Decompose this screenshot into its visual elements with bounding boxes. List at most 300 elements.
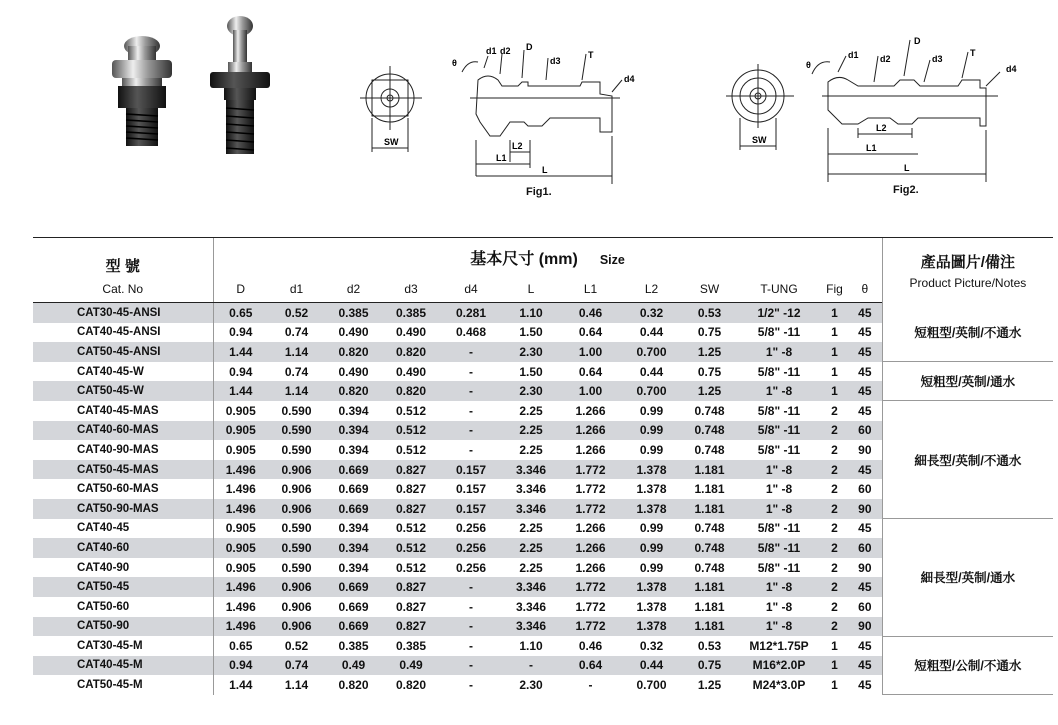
value-cell: 0.827	[382, 617, 440, 637]
value-cell: 0.52	[284, 638, 309, 653]
fig2-L2-label: L2	[876, 123, 887, 133]
model-cell: CAT40-60-MAS	[33, 421, 213, 441]
spec-table	[33, 237, 1053, 695]
value-cell: 45	[848, 342, 882, 362]
value-cell: 5/8" -11	[757, 442, 801, 457]
value-cell: -	[440, 617, 502, 637]
value-cell: 1.378	[621, 617, 682, 637]
value-cell: 0.490	[395, 325, 427, 340]
value-cell: -	[469, 599, 473, 614]
value-cell: 1" -8	[765, 482, 793, 497]
fig1-T-label: T	[588, 50, 594, 60]
value-cell: 0.394	[325, 421, 382, 441]
column-header: L2	[621, 276, 682, 303]
value-cell: 0.99	[621, 421, 682, 441]
group-note: 細長型/英制/通水	[882, 519, 1053, 637]
value-cell: 0.99	[639, 521, 664, 536]
value-cell: 1.378	[621, 460, 682, 480]
fig2-D-label: D	[914, 36, 921, 46]
value-cell: 0.157	[440, 460, 502, 480]
model-cell: CAT40-45	[77, 522, 130, 535]
value-cell: 5/8" -11	[757, 521, 801, 536]
column-header: D	[213, 276, 268, 303]
value-cell: 0.49	[325, 656, 382, 676]
value-cell: 0.827	[395, 599, 427, 614]
value-cell: 2	[821, 421, 848, 441]
value-cell: 2.25	[502, 538, 560, 558]
model-cell: CAT40-90-MAS	[77, 443, 159, 456]
value-cell: 0.256	[440, 538, 502, 558]
size-title	[213, 238, 882, 277]
value-cell: 0.820	[325, 381, 382, 401]
value-cell: 0.590	[281, 560, 312, 575]
value-cell: M12*1.75P	[749, 638, 809, 653]
value-cell: 0.748	[694, 442, 725, 457]
value-cell: 2.25	[519, 521, 543, 536]
value-cell: 0.590	[281, 403, 312, 418]
value-cell: 1" -8	[737, 499, 821, 519]
value-cell: 0.74	[284, 325, 309, 340]
model-cell: CAT50-90	[33, 617, 213, 637]
value-cell: 5/8" -11	[757, 403, 801, 418]
value-cell: 1	[831, 364, 838, 379]
value-cell: 0.906	[268, 499, 325, 519]
value-cell: 1.25	[682, 381, 737, 401]
value-cell: 0.385	[382, 303, 440, 323]
value-cell: 1.378	[621, 499, 682, 519]
value-cell: 60	[858, 599, 872, 614]
value-cell: 1.772	[560, 617, 621, 637]
value-cell: 0.385	[338, 638, 369, 653]
value-cell: 0.820	[338, 678, 369, 693]
value-cell: 1.378	[636, 599, 667, 614]
value-cell: 0.468	[455, 325, 487, 340]
value-cell: 45	[848, 577, 882, 597]
value-cell: 0.385	[325, 303, 382, 323]
value-cell: 0.748	[682, 538, 737, 558]
value-cell: 0.64	[560, 656, 621, 676]
value-cell: 1.25	[682, 342, 737, 362]
value-cell: 1.266	[575, 403, 606, 418]
value-cell: 2	[831, 482, 838, 497]
value-cell: 0.394	[338, 442, 369, 457]
value-cell: 0.669	[325, 499, 382, 519]
fig2-d3-label: d3	[932, 54, 943, 64]
value-cell: 60	[848, 421, 882, 441]
value-cell: 1.181	[682, 577, 737, 597]
value-cell: 0.99	[639, 403, 664, 418]
value-cell: 0.490	[338, 325, 369, 340]
model-cell: CAT50-45-W	[33, 381, 213, 401]
value-cell: 2	[831, 560, 838, 575]
table-row	[33, 636, 1053, 656]
value-cell: 1.181	[682, 617, 737, 637]
value-cell: 1.50	[519, 325, 543, 340]
value-cell: 0.905	[213, 421, 268, 441]
pull-stud-photos	[100, 10, 280, 160]
column-header: SW	[682, 276, 737, 303]
value-cell: 5/8" -11	[757, 560, 801, 575]
value-cell: 2	[831, 599, 838, 614]
value-cell: 1" -8	[737, 381, 821, 401]
value-cell: 1.496	[213, 460, 268, 480]
value-cell: 2.30	[502, 381, 560, 401]
value-cell: 0.64	[578, 325, 603, 340]
value-cell: 90	[848, 617, 882, 637]
fig2-drawing	[718, 32, 1048, 192]
value-cell: 0.827	[382, 460, 440, 480]
group-note: 短粗型/英制/不通水	[882, 303, 1053, 362]
value-cell: 0.905	[213, 558, 268, 578]
value-cell: 0.64	[578, 364, 603, 379]
column-header: θ	[848, 276, 882, 303]
model-cell: CAT40-60	[33, 538, 213, 558]
value-cell: 1" -8	[737, 342, 821, 362]
column-header: T-UNG	[737, 276, 821, 303]
group-note: 短粗型/英制/通水	[882, 362, 1053, 401]
value-cell: 90	[858, 560, 872, 575]
value-cell: 0.74	[268, 656, 325, 676]
value-cell: 1.378	[636, 482, 667, 497]
model-cell: CAT50-60-MAS	[77, 483, 159, 496]
value-cell: 90	[848, 499, 882, 519]
value-cell: 1	[821, 342, 848, 362]
table-row	[33, 401, 1053, 421]
value-cell: 2	[821, 617, 848, 637]
value-cell: 0.75	[682, 656, 737, 676]
fig2-L1-label: L1	[866, 143, 877, 153]
value-cell: 1" -8	[737, 460, 821, 480]
fig1-d4-label: d4	[624, 74, 635, 84]
value-cell: -	[469, 403, 473, 418]
value-cell: 45	[858, 403, 872, 418]
value-cell: 0.52	[268, 303, 325, 323]
value-cell: 3.346	[515, 599, 547, 614]
value-cell: 0.53	[697, 638, 722, 653]
value-cell: -	[502, 656, 560, 676]
model-header-en: Cat. No	[33, 276, 213, 303]
value-cell: 45	[848, 381, 882, 401]
fig1-caption: Fig1.	[526, 186, 552, 198]
product-figures-area	[0, 0, 1058, 232]
value-cell: 60	[848, 538, 882, 558]
value-cell: 0.590	[268, 421, 325, 441]
model-cell: CAT40-90	[77, 561, 130, 574]
value-cell: 0.827	[382, 577, 440, 597]
value-cell: 0.700	[621, 342, 682, 362]
notes-header-en: Product Picture/Notes	[909, 275, 1027, 290]
fig2-caption: Fig2.	[893, 184, 919, 196]
value-cell: 0.65	[213, 636, 268, 656]
fig2-d1-label: d1	[848, 50, 859, 60]
value-cell: 1.266	[560, 421, 621, 441]
value-cell: 0.99	[639, 560, 664, 575]
value-cell: 1.266	[560, 538, 621, 558]
value-cell: 0.157	[440, 499, 502, 519]
value-cell: 0.512	[395, 521, 427, 536]
value-cell: 0.394	[338, 403, 369, 418]
value-cell: 1/2" -12	[737, 303, 821, 323]
value-cell: 0.827	[382, 499, 440, 519]
model-cell: CAT50-90-MAS	[33, 499, 213, 519]
value-cell: 3.346	[502, 499, 560, 519]
value-cell: 0.669	[325, 577, 382, 597]
value-cell: 0.44	[639, 325, 664, 340]
value-cell: 0.906	[281, 482, 312, 497]
value-cell: 0.590	[281, 442, 312, 457]
value-cell: 2	[821, 577, 848, 597]
value-cell: 1.266	[575, 521, 606, 536]
fig2-T-label: T	[970, 48, 976, 58]
value-cell: 0.385	[395, 638, 427, 653]
fig1-L2-label: L2	[512, 141, 523, 151]
value-cell: -	[469, 364, 473, 379]
model-cell: CAT50-45-MAS	[33, 460, 213, 480]
value-cell: M16*2.0P	[737, 656, 821, 676]
fig1-drawing	[350, 36, 650, 196]
value-cell: 1.772	[560, 460, 621, 480]
value-cell: 2	[831, 521, 838, 536]
value-cell: -	[440, 421, 502, 441]
value-cell: 1	[831, 325, 838, 340]
value-cell: 1.496	[213, 577, 268, 597]
value-cell: 1	[831, 638, 838, 653]
value-cell: 0.906	[268, 577, 325, 597]
value-cell: 1.266	[575, 560, 606, 575]
value-cell: 0.75	[697, 364, 722, 379]
model-cell: CAT40-45-MAS	[77, 404, 159, 417]
value-cell: 45	[858, 364, 872, 379]
value-cell: 1.00	[560, 381, 621, 401]
value-cell: 1.25	[697, 678, 722, 693]
value-cell: 0.820	[382, 381, 440, 401]
value-cell: 1" -8	[737, 617, 821, 637]
value-cell: 90	[858, 442, 872, 457]
table-row	[33, 362, 1053, 382]
value-cell: 3.346	[515, 482, 547, 497]
value-cell: 0.99	[621, 538, 682, 558]
value-cell: 1.44	[213, 675, 268, 695]
value-cell: 0.157	[455, 482, 487, 497]
value-cell: 2.30	[519, 678, 543, 693]
column-header: d1	[268, 276, 325, 303]
value-cell: 5/8" -11	[757, 325, 801, 340]
fig2-theta-label: θ	[806, 60, 811, 70]
fig1-d3-label: d3	[550, 56, 561, 66]
model-cell: CAT30-45-ANSI	[33, 303, 213, 323]
value-cell: 0.46	[578, 638, 603, 653]
value-cell: 0.827	[395, 482, 427, 497]
model-cell: CAT30-45-M	[77, 639, 143, 652]
value-cell: 2.25	[519, 403, 543, 418]
value-cell: 2	[821, 460, 848, 480]
value-cell: 45	[858, 678, 872, 693]
value-cell: 1.772	[575, 482, 606, 497]
value-cell: 2.25	[519, 560, 543, 575]
value-cell: 1.181	[694, 599, 725, 614]
value-cell: 0.49	[382, 656, 440, 676]
value-cell: 1.266	[575, 442, 606, 457]
fig2-d2-label: d2	[880, 54, 891, 64]
value-cell: 0.32	[621, 303, 682, 323]
value-cell: 0.669	[325, 460, 382, 480]
value-cell: 1.10	[502, 303, 560, 323]
value-cell: 0.906	[268, 460, 325, 480]
value-cell: 1.44	[213, 342, 268, 362]
notes-header-cn: 產品圖片/備注	[920, 253, 1015, 271]
value-cell: 0.394	[338, 521, 369, 536]
value-cell: M24*3.0P	[752, 678, 806, 693]
model-cell: CAT50-60	[77, 600, 130, 613]
value-cell: 1.181	[694, 482, 725, 497]
column-header: d4	[440, 276, 502, 303]
value-cell: 0.700	[621, 381, 682, 401]
value-cell: 0.748	[694, 521, 725, 536]
value-cell: 1.10	[519, 638, 543, 653]
value-cell: 3.346	[502, 577, 560, 597]
fig1-theta-label: θ	[452, 58, 457, 68]
fig2-L-label: L	[904, 163, 910, 173]
value-cell: 0.281	[440, 303, 502, 323]
value-cell: 3.346	[502, 617, 560, 637]
value-cell: 0.905	[213, 440, 268, 460]
value-cell: 0.99	[639, 442, 664, 457]
value-cell: 0.44	[621, 656, 682, 676]
group-note: 細長型/英制/不通水	[882, 401, 1053, 519]
value-cell: 0.46	[560, 303, 621, 323]
value-cell: 0.512	[382, 421, 440, 441]
value-cell: 1.50	[519, 364, 543, 379]
value-cell: 5/8" -11	[737, 421, 821, 441]
value-cell: 45	[848, 303, 882, 323]
value-cell: 5/8" -11	[757, 364, 801, 379]
model-cell: CAT50-45-ANSI	[33, 342, 213, 362]
value-cell: 2	[821, 499, 848, 519]
value-cell: 1.496	[213, 617, 268, 637]
value-cell: 0.53	[682, 303, 737, 323]
value-cell: 0.32	[639, 638, 664, 653]
fig2-sw-label: SW	[752, 135, 767, 145]
value-cell: 45	[848, 460, 882, 480]
value-cell: 0.256	[455, 560, 487, 575]
value-cell: 0.394	[325, 538, 382, 558]
value-cell: 0.65	[213, 303, 268, 323]
value-cell: 0.905	[213, 519, 268, 539]
value-cell: -	[588, 678, 593, 693]
value-cell: 0.94	[213, 362, 268, 382]
size-title-en: Size	[599, 252, 625, 267]
value-cell: -	[469, 678, 473, 693]
value-cell: 1" -8	[737, 577, 821, 597]
value-cell: 1	[821, 303, 848, 323]
value-cell: 45	[858, 638, 872, 653]
value-cell: 3.346	[502, 460, 560, 480]
value-cell: 1.772	[560, 499, 621, 519]
value-cell: 1.181	[682, 460, 737, 480]
value-cell: 45	[848, 656, 882, 676]
fig1-L-label: L	[542, 165, 548, 175]
group-note: 短粗型/公制/不通水	[882, 636, 1053, 695]
value-cell: 0.490	[338, 364, 369, 379]
fig1-d1-label: d1	[486, 46, 497, 56]
value-cell: -	[469, 442, 473, 457]
table-row	[33, 519, 1053, 539]
value-cell: 0.512	[395, 442, 427, 457]
model-cell: CAT40-45-ANSI	[77, 326, 161, 339]
value-cell: 0.906	[268, 617, 325, 637]
model-cell: CAT50-45	[33, 577, 213, 597]
value-cell: 0.512	[395, 403, 427, 418]
value-cell: 1.496	[213, 597, 268, 617]
value-cell: -	[440, 656, 502, 676]
value-cell: -	[440, 577, 502, 597]
value-cell: 0.905	[213, 401, 268, 421]
value-cell: 2	[831, 442, 838, 457]
value-cell: 0.700	[636, 678, 667, 693]
value-cell: 0.590	[281, 521, 312, 536]
fig2-d4-label: d4	[1006, 64, 1017, 74]
value-cell: 0.490	[395, 364, 427, 379]
value-cell: 45	[858, 521, 872, 536]
column-header: L	[502, 276, 560, 303]
model-cell: CAT50-45-M	[77, 679, 143, 692]
value-cell: 1" -8	[765, 599, 793, 614]
value-cell: 1.00	[560, 342, 621, 362]
value-cell: 0.905	[213, 538, 268, 558]
value-cell: 45	[858, 325, 872, 340]
size-title-cn: 基本尺寸 (mm)	[470, 250, 578, 268]
value-cell: 0.512	[382, 538, 440, 558]
table-row	[33, 303, 1053, 323]
value-cell: 1.772	[575, 599, 606, 614]
value-cell: -	[440, 381, 502, 401]
value-cell: 0.669	[325, 617, 382, 637]
value-cell: 1.44	[213, 381, 268, 401]
value-cell: -	[469, 638, 473, 653]
value-cell: 2	[821, 538, 848, 558]
value-cell: 1.14	[268, 342, 325, 362]
value-cell: 0.94	[213, 656, 268, 676]
value-cell: 5/8" -11	[737, 538, 821, 558]
value-cell: 0.75	[697, 325, 722, 340]
value-cell: 0.820	[325, 342, 382, 362]
value-cell: 0.820	[395, 678, 427, 693]
value-cell: 1	[831, 678, 838, 693]
column-header: d2	[325, 276, 382, 303]
value-cell: 1	[821, 381, 848, 401]
value-cell: 1.378	[621, 577, 682, 597]
value-cell: 0.94	[213, 323, 268, 343]
value-cell: 1.496	[213, 479, 268, 499]
value-cell: 1.496	[213, 499, 268, 519]
value-cell: 1.772	[560, 577, 621, 597]
value-cell: 1	[821, 656, 848, 676]
value-cell: 2.30	[502, 342, 560, 362]
value-cell: 0.906	[281, 599, 312, 614]
value-cell: 0.669	[338, 599, 369, 614]
model-cell: CAT40-45-W	[77, 365, 144, 378]
value-cell: 0.748	[682, 421, 737, 441]
value-cell: 1.14	[284, 678, 309, 693]
value-cell: 0.44	[639, 364, 664, 379]
fig1-L1-label: L1	[496, 153, 507, 163]
fig1-sw-label: SW	[384, 137, 399, 147]
value-cell: 0.669	[338, 482, 369, 497]
value-cell: 2	[831, 403, 838, 418]
value-cell: 0.748	[694, 403, 725, 418]
fig1-d2-label: d2	[500, 46, 511, 56]
column-header: d3	[382, 276, 440, 303]
